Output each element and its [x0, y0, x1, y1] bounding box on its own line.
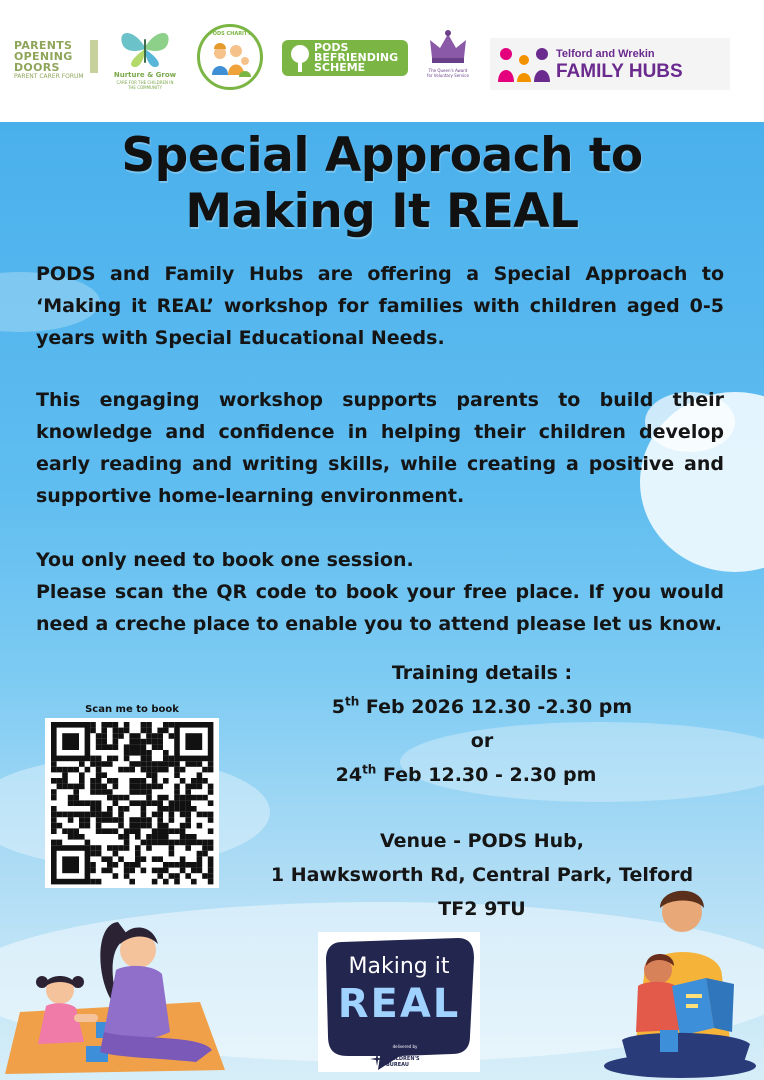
mir-org1: NATIONAL: [386, 1050, 415, 1056]
befriending-text: [314, 43, 398, 73]
booking-instructions: Please scan the QR code to book your free place. If you would need a creche place to enable you to attend please let us know.: [36, 581, 724, 635]
family-hubs-line1: Telford and Wrekin: [556, 48, 655, 60]
pod-logo-door-mark: [90, 40, 98, 73]
befriending-line3: SCHEME: [314, 61, 366, 74]
parents-opening-doors-logo: [14, 40, 98, 84]
session-1-day: 5: [331, 696, 346, 718]
mir-delivered-by: delivered by: [392, 1044, 418, 1049]
session-or: or: [470, 730, 494, 752]
mir-line1: Making it: [348, 954, 450, 979]
tree-icon: [286, 43, 314, 73]
training-heading: Training details :: [391, 662, 573, 684]
mir-org2: CHILDREN'S: [386, 1056, 420, 1062]
session-1-suffix: th: [345, 694, 360, 709]
ncb-star-icon: [370, 1052, 384, 1066]
nurture-grow-logo: [112, 25, 178, 91]
venue-postcode: TF2 9TU: [438, 898, 526, 920]
venue-address: 1 Hawksworth Rd, Central Park, Telford: [270, 864, 694, 886]
pod-logo-line2: OPENING: [14, 50, 73, 63]
booking-note: You only need to book one session.: [36, 549, 414, 571]
session-1-date: [256, 690, 708, 724]
butterfly-icon: [112, 25, 178, 71]
qr-code-icon: [45, 718, 219, 888]
pod-logo-line3: DOORS: [14, 61, 60, 74]
pod-logo-line1: PARENTS: [14, 39, 73, 52]
qr-label: Scan me to book: [85, 704, 179, 715]
nurture-grow-name: Nurture & Grow: [113, 71, 177, 79]
session-2-suffix: th: [362, 762, 377, 777]
mir-line2: REAL: [337, 981, 461, 1027]
family-hubs-line2: FAMILY HUBS: [556, 61, 683, 82]
befriending-line1: PODS: [314, 41, 349, 54]
family-hubs-logo: [490, 38, 730, 90]
befriending-line2: BEFRIENDING: [314, 51, 399, 64]
title-line1: Special Approach to: [121, 128, 643, 183]
father-reading-illustration: [594, 880, 764, 1080]
venue-name: Venue - PODS Hub,: [380, 830, 584, 852]
title-line2: Making It REAL: [185, 184, 579, 239]
queens-award-line1: The Queen's Award: [428, 68, 468, 73]
crown-icon: [424, 28, 472, 68]
pods-charity-logo: [197, 24, 263, 90]
pods-befriending-logo: [282, 40, 408, 76]
family-figures-icon: [200, 27, 260, 87]
mir-org3: BUREAU: [386, 1062, 409, 1068]
nurture-grow-tagline: CARE FOR THE CHILDREN IN THE COMMUNITY: [116, 80, 174, 90]
intro-paragraph: PODS and Family Hubs are offering a Special Approach to ‘Making it REAL’ workshop for families with children aged 0-5 years with Special Educational Needs.: [36, 263, 724, 349]
queens-award-line2: for Voluntary Service: [427, 73, 469, 78]
session-2-day: 24: [335, 764, 363, 786]
making-it-real-logo: [318, 932, 480, 1072]
queens-award-text: [424, 68, 472, 78]
queens-award-logo: [424, 28, 472, 92]
sponsor-logo-bar: [0, 0, 764, 122]
pod-logo-line4: PARENT CARER FORUM: [14, 73, 84, 80]
poster-title: [0, 128, 764, 240]
session-2-date: [240, 758, 692, 792]
mother-child-puzzle-illustration: [0, 902, 230, 1080]
poster-background: [0, 122, 764, 1080]
mir-org: [386, 1050, 420, 1068]
booking-qr-code[interactable]: [45, 718, 219, 888]
session-2-rest: Feb 12.30 - 2.30 pm: [376, 764, 597, 786]
people-icon: [496, 42, 552, 86]
description-paragraph: This engaging workshop supports parents to build their knowledge and confidence in helping their children develop early reading and writing skills, while creating a positive and supportive home-learning environment.: [36, 389, 724, 507]
pods-charity-name: PODS CHARITY: [209, 31, 251, 37]
session-1-rest: Feb 2026 12.30 -2.30 pm: [359, 696, 633, 718]
